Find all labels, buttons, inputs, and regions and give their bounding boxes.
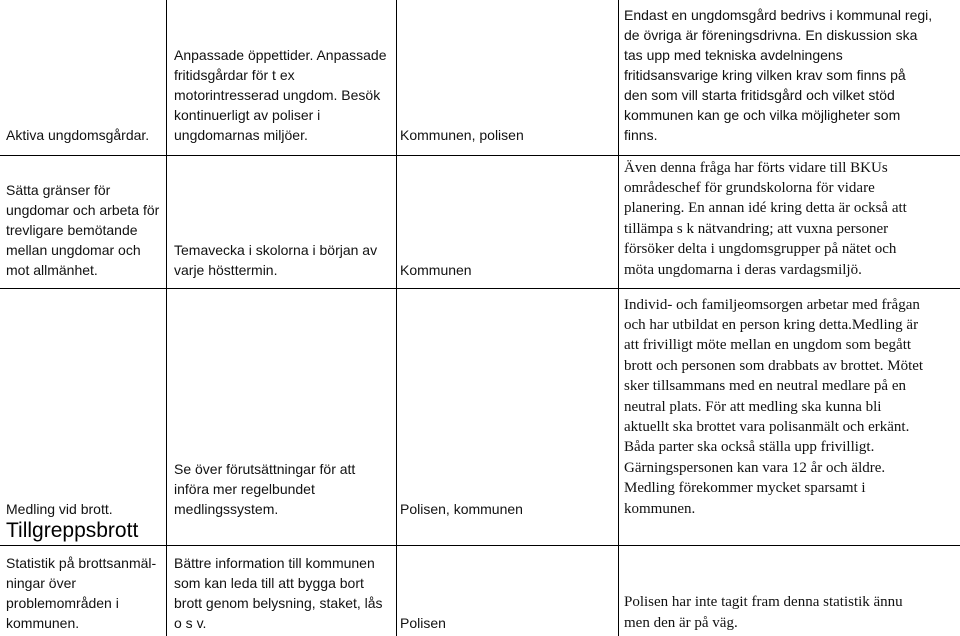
table-cell-action: Bättre information till kommunen som kan leda till att bygga bort brott genom belysning, staket, lås o s v.	[174, 555, 383, 631]
table-cell-action: Anpassade öppettider. Anpassade fritidsgårdar för t ex motorintresserad ungdom. Besök kontinuerligt av poliser i ungdomarnas miljöer.	[174, 47, 387, 143]
column-divider	[166, 0, 167, 636]
row-divider	[0, 545, 960, 546]
table-cell-responsible: Polisen, kommunen	[400, 501, 523, 517]
section-heading: Tillgreppsbrott	[6, 519, 139, 542]
column-divider	[618, 0, 619, 636]
table-cell-comment: Polisen har inte tagit fram denna statistik ännu men den är på väg.	[624, 594, 903, 631]
row-divider	[0, 155, 960, 156]
table-cell-responsible: Polisen	[400, 615, 446, 631]
table-cell-comment: Individ- och familjeomsorgen arbetar med frågan och har utbildat en person kring detta.Medling är att frivilligt möte mellan en ungdom som begått brott och personen som drabbats av brottet. Mötet sker tillsammans med en neutral medlare på en neutral plats. För att medling ska kunna bli aktuellt ska brottet vara polisanmält och erkänt. Båda parter ska också ställa upp frivilligt. Gärningspersonen kan vara 12 år och äldre. Medling förekommer mycket sparsamt i kommunen.	[624, 296, 924, 517]
table-cell-comment: Endast en ungdomsgård bedrivs i kommunal regi, de övriga är föreningsdrivna. En diskussion ska tas upp med tekniska avdelningens fritidsansvarige kring vilken krav som finns på den som vill starta fritidsgård och vilket stöd kommunen kan ge och vilka möjligheter som finns.	[624, 7, 933, 143]
table-cell-measure: Sätta gränser för ungdomar och arbeta för trevligare bemötande mellan ungdomar och mot allmänhet.	[6, 182, 160, 278]
row-divider	[0, 288, 960, 289]
table-cell-measure: Aktiva ungdomsgårdar.	[6, 127, 150, 143]
table-cell-responsible: Kommunen	[400, 262, 472, 278]
table-cell-action: Temavecka i skolorna i början av varje hösttermin.	[174, 242, 378, 278]
table-cell-responsible: Kommunen, polisen	[400, 127, 524, 143]
table-cell-measure: Statistik på brottsanmäl- ningar över problemområden i kommunen.	[6, 555, 157, 631]
table-cell-action: Se över förutsättningar för att införa mer regelbundet medlingssystem.	[174, 461, 356, 517]
table-cell-measure: Medling vid brott.	[6, 501, 113, 517]
table-cell-comment: Även denna fråga har förts vidare till BKUs områdeschef för grundskolorna för vidare planering. En annan idé kring detta är också att tillämpa s k nätvandring; att vuxna personer försöker delta i ungdomsgrupper på nätet och möta ungdomarna i deras vardagsmiljö.	[624, 160, 907, 278]
